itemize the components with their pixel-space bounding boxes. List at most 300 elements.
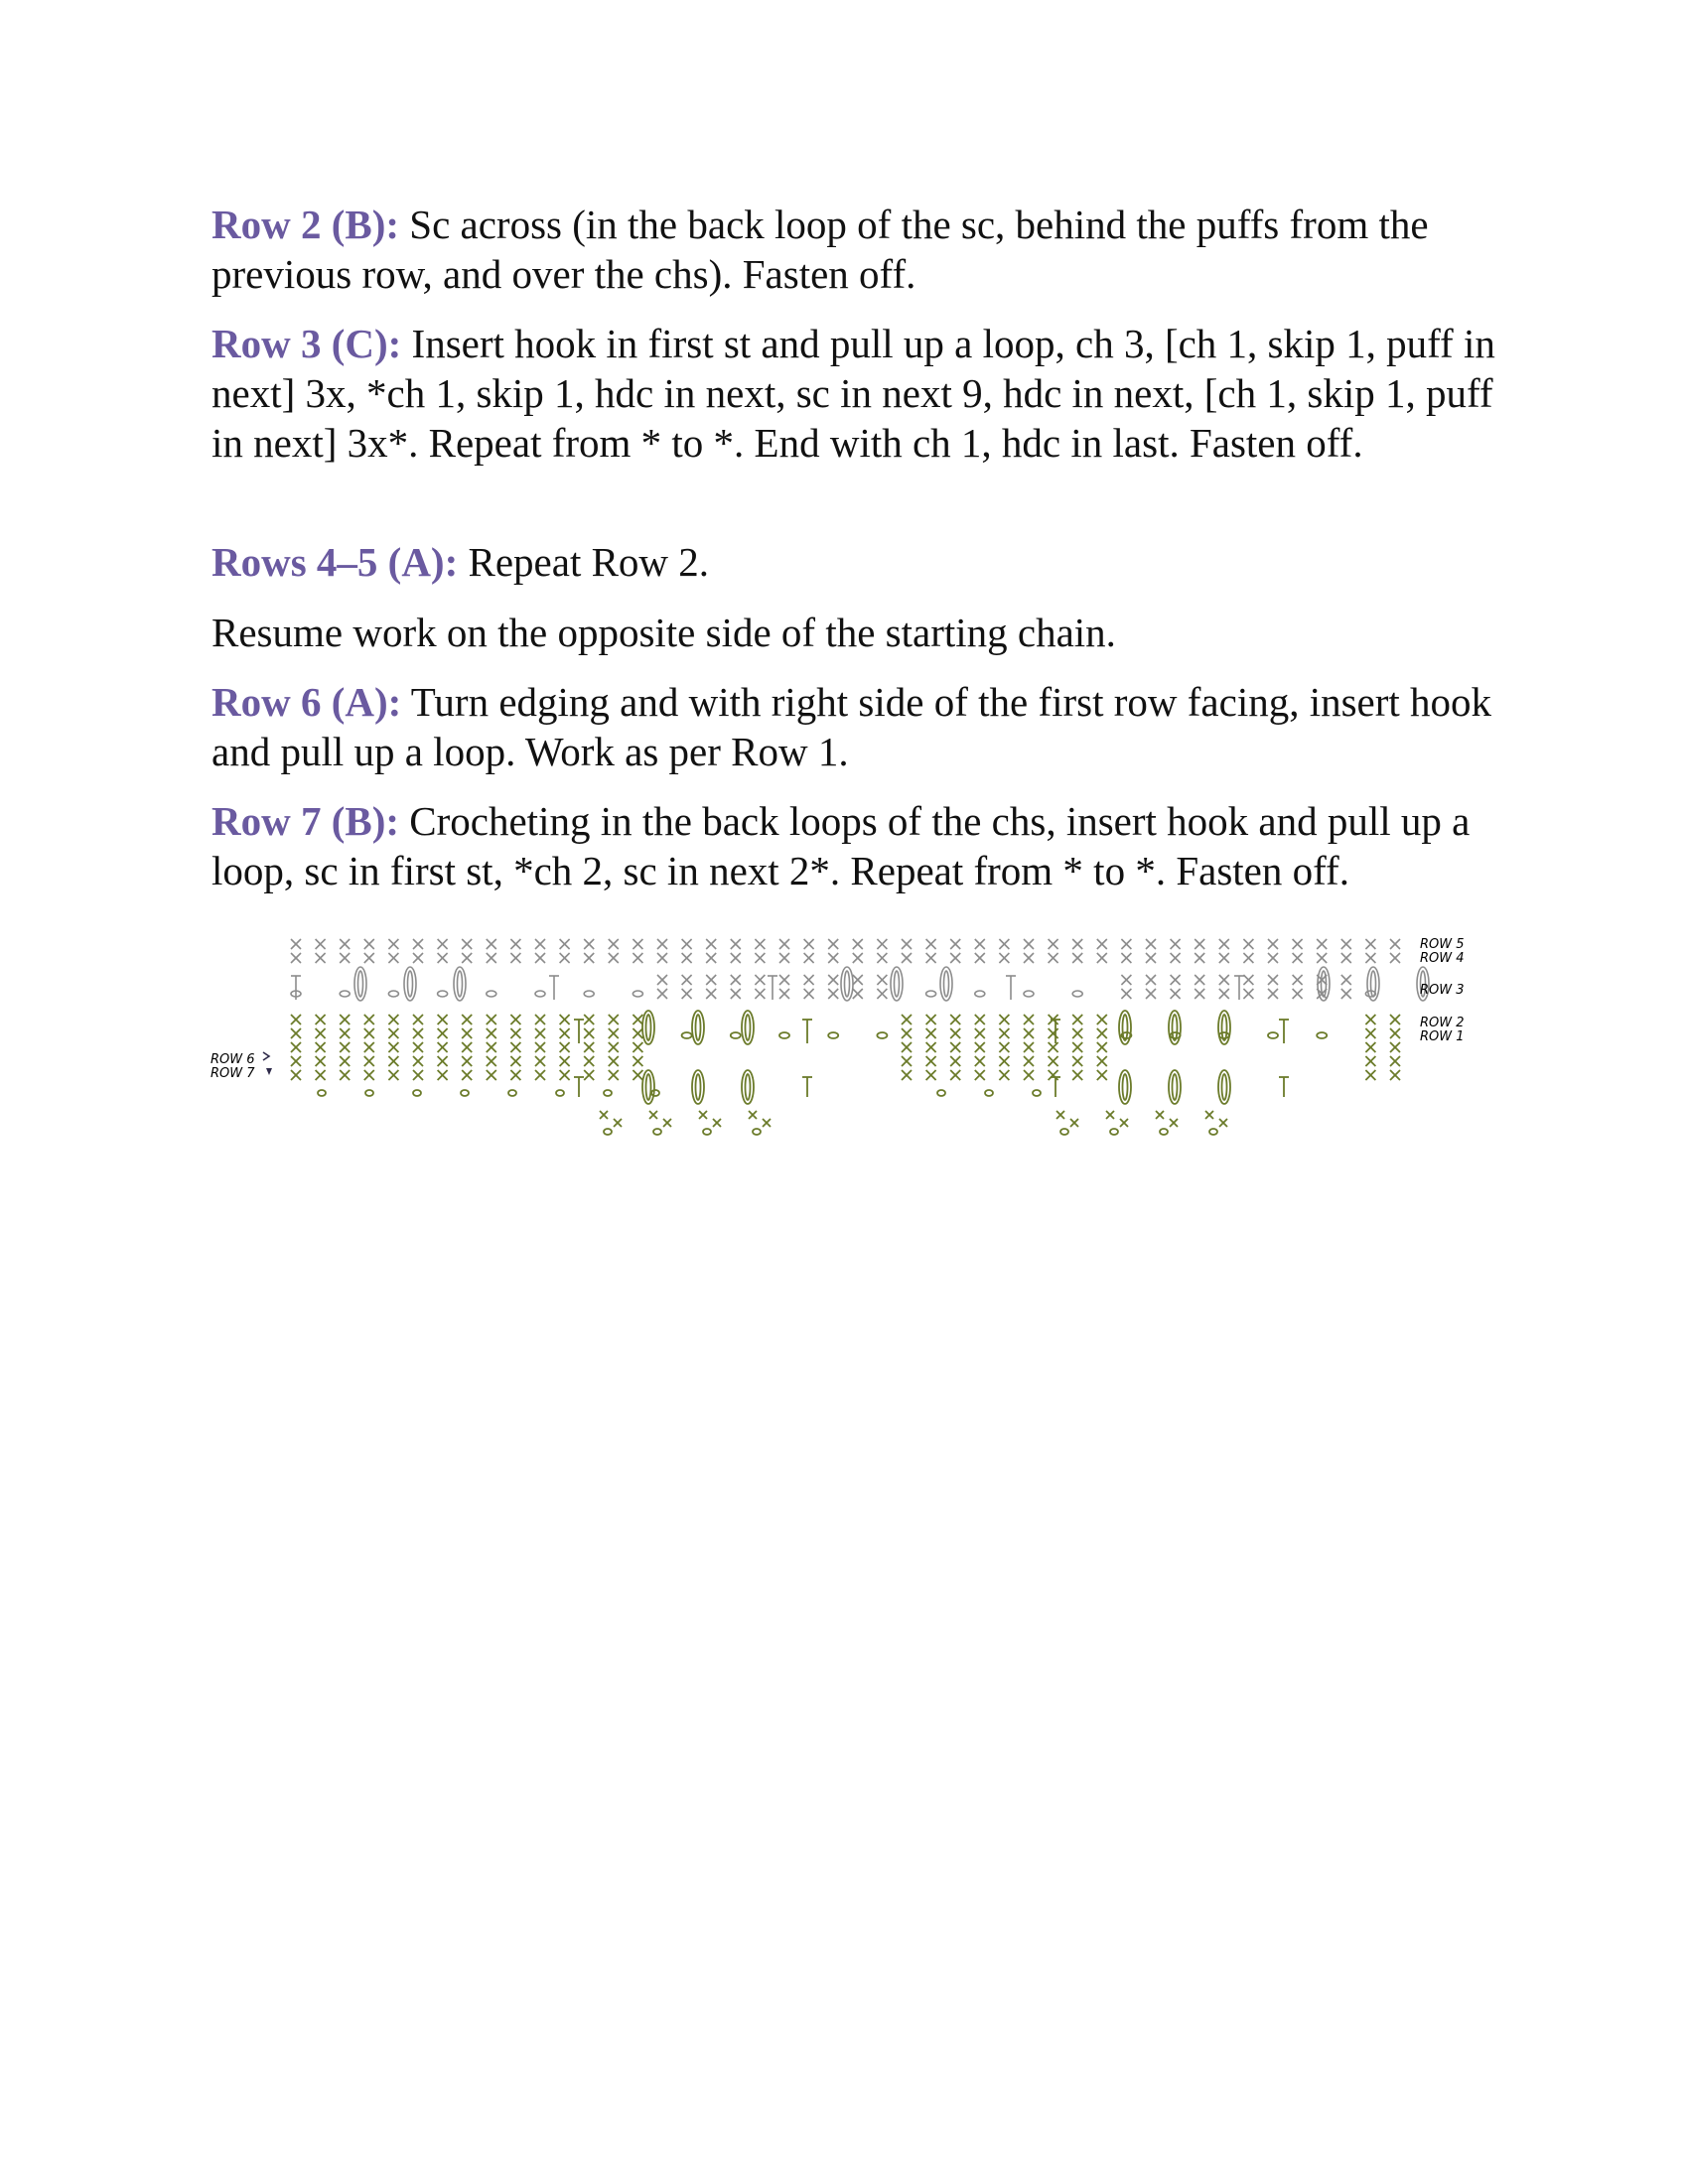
sc-stitch-icon	[1072, 1070, 1082, 1080]
sc-stitch-icon	[510, 939, 520, 949]
scallop-loop	[508, 1090, 516, 1096]
sc-stitch-icon	[1341, 953, 1351, 963]
chain-stitch-icon	[584, 991, 594, 997]
sc-stitch-icon	[706, 939, 716, 949]
sc-stitch-icon	[413, 1042, 423, 1052]
sc-stitch-icon	[853, 953, 863, 963]
sc-stitch-icon	[560, 1028, 570, 1038]
sc-stitch-icon	[291, 939, 301, 949]
sc-stitch-icon	[1365, 1056, 1375, 1066]
sc-stitch-icon	[950, 1070, 960, 1080]
puff-inner	[696, 1015, 701, 1040]
sc-stitch-icon	[755, 953, 765, 963]
sc-stitch-icon	[560, 1070, 570, 1080]
rows-4-5-text: Repeat Row 2.	[458, 539, 710, 585]
sc-stitch-icon	[1171, 975, 1181, 985]
puff-stitch-icon	[891, 967, 903, 1001]
puff-inner	[1173, 1015, 1178, 1040]
puff-outline	[404, 967, 416, 1001]
sc-stitch-icon	[560, 939, 570, 949]
crochet-stitch-diagram	[207, 928, 1487, 1142]
sc-stitch-icon	[510, 1028, 520, 1038]
chain-stitch-icon	[340, 991, 350, 997]
paragraph-row-2	[211, 200, 1502, 299]
sc-stitch-icon	[388, 1015, 398, 1024]
sc-stitch-icon	[388, 939, 398, 949]
sc-stitch-icon	[975, 1028, 985, 1038]
paragraph-row-3	[211, 319, 1502, 468]
sc-stitch-icon	[950, 1056, 960, 1066]
sc-stitch-icon	[413, 1056, 423, 1066]
sc-stitch-icon	[487, 953, 496, 963]
sc-stitch-icon	[1024, 1028, 1034, 1038]
sc-stitch-icon	[1049, 1028, 1058, 1038]
sc-stitch-icon	[1024, 1056, 1034, 1066]
sc-stitch-icon	[975, 939, 985, 949]
sc-stitch-icon	[1072, 1042, 1082, 1052]
sc-stitch-icon	[633, 1070, 642, 1080]
sc-stitch-icon	[584, 939, 594, 949]
hdc-stitch-icon	[549, 976, 559, 1000]
puff-outline	[354, 967, 366, 1001]
sc-stitch-icon	[1072, 939, 1082, 949]
sc-stitch-icon	[1219, 975, 1229, 985]
scallop-icon	[318, 1090, 326, 1096]
row-2-text: Sc across (in the back loop of the sc, behind the puffs from the previous row, and over the chs). Fasten off.	[211, 202, 1429, 297]
sc-stitch-icon	[1293, 953, 1303, 963]
sc-stitch-icon	[763, 1119, 771, 1127]
sc-stitch-icon	[1243, 939, 1253, 949]
sc-stitch-icon	[706, 989, 716, 999]
sc-stitch-icon	[1243, 989, 1253, 999]
sc-stitch-icon	[609, 1070, 619, 1080]
sc-stitch-icon	[560, 953, 570, 963]
puff-outline	[841, 967, 853, 1001]
sc-stitch-icon	[510, 1042, 520, 1052]
sc-stitch-icon	[926, 1028, 936, 1038]
paragraph-resume	[211, 608, 1502, 657]
sc-stitch-icon	[1121, 953, 1131, 963]
sc-stitch-icon	[462, 939, 472, 949]
sc-stitch-icon	[633, 1042, 642, 1052]
sc-stitch-icon	[779, 989, 789, 999]
sc-stitch-icon	[1205, 1111, 1213, 1119]
puff-stitch-icon	[404, 967, 416, 1001]
row-7-label: Row 7 (B):	[211, 798, 400, 844]
scallop-loop	[937, 1090, 945, 1096]
sc-stitch-icon	[1219, 939, 1229, 949]
sc-stitch-icon	[1072, 1028, 1082, 1038]
sc-stitch-icon	[731, 939, 741, 949]
puff-outline	[742, 1070, 754, 1104]
row-3-label: ROW 3	[1420, 983, 1465, 998]
puff-stitch-icon	[692, 1011, 704, 1044]
sc-stitch-icon	[535, 953, 545, 963]
sc-stitch-icon	[609, 953, 619, 963]
sc-stitch-icon	[975, 1042, 985, 1052]
sc-stitch-icon	[1219, 953, 1229, 963]
puff-inner	[646, 1015, 651, 1040]
sc-stitch-icon	[438, 1015, 448, 1024]
sc-stitch-icon	[877, 953, 887, 963]
sc-stitch-icon	[1171, 953, 1181, 963]
sc-stitch-icon	[975, 1015, 985, 1024]
sc-stitch-icon	[713, 1119, 721, 1127]
row-7-text: Crocheting in the back loops of the chs, insert hook and pull up a loop, sc in first st, *ch 2, sc in next 2*. Repeat from * to *. Fasten off.	[211, 798, 1471, 893]
sc-stitch-icon	[926, 939, 936, 949]
sc-stitch-icon	[682, 975, 692, 985]
sc-stitch-icon	[291, 1056, 301, 1066]
sc-stitch-icon	[1056, 1111, 1064, 1119]
sc-stitch-icon	[1146, 939, 1156, 949]
sc-stitch-icon	[1146, 975, 1156, 985]
puff-stitch-icon	[642, 1070, 654, 1104]
scallop-chain-icon	[1060, 1129, 1068, 1135]
sc-stitch-icon	[1365, 1070, 1375, 1080]
sc-stitch-icon	[560, 1042, 570, 1052]
row-7-arrow-icon	[266, 1068, 272, 1075]
sc-stitch-icon	[1072, 953, 1082, 963]
sc-stitch-icon	[487, 1070, 496, 1080]
sc-stitch-icon	[364, 1042, 374, 1052]
sc-stitch-icon	[291, 1070, 301, 1080]
puff-inner	[408, 971, 413, 997]
puff-stitch-icon	[692, 1070, 704, 1104]
sc-stitch-icon	[926, 1042, 936, 1052]
sc-stitch-icon	[975, 1056, 985, 1066]
sc-stitch-icon	[1195, 953, 1204, 963]
sc-stitch-icon	[1195, 989, 1204, 999]
sc-stitch-icon	[902, 953, 912, 963]
scallop-chain-icon	[1110, 1129, 1118, 1135]
sc-stitch-icon	[1097, 953, 1107, 963]
sc-stitch-icon	[291, 1042, 301, 1052]
scallop-chain-icon	[604, 1129, 612, 1135]
puff-outline	[642, 1070, 654, 1104]
sc-stitch-icon	[413, 1015, 423, 1024]
sc-stitch-icon	[291, 1028, 301, 1038]
puff-stitch-icon	[1169, 1070, 1181, 1104]
sc-stitch-icon	[316, 1042, 326, 1052]
scallop-icon	[1033, 1090, 1041, 1096]
row-labels-left	[211, 1052, 272, 1081]
row-labels-right	[1420, 937, 1465, 1044]
puff-stitch-icon	[1218, 1011, 1230, 1044]
puff-inner	[1123, 1074, 1128, 1100]
puff-outline	[1119, 1070, 1131, 1104]
scallop-icon	[508, 1090, 516, 1096]
puff-inner	[1222, 1015, 1227, 1040]
sc-stitch-icon	[1195, 975, 1204, 985]
puff-stitch-icon	[354, 967, 366, 1001]
sc-stitch-icon	[902, 1056, 912, 1066]
puff-inner	[696, 1074, 701, 1100]
sc-stitch-icon	[462, 1028, 472, 1038]
puff-inner	[1123, 1015, 1128, 1040]
sc-stitch-icon	[388, 953, 398, 963]
scallop-icon	[604, 1090, 612, 1096]
sc-stitch-icon	[1049, 1056, 1058, 1066]
sc-stitch-icon	[316, 939, 326, 949]
puff-stitch-icon	[1169, 1011, 1181, 1044]
puff-outline	[1218, 1070, 1230, 1104]
puff-inner	[845, 971, 850, 997]
green-stitch-symbols	[291, 1011, 1400, 1135]
scallop-icon	[985, 1090, 993, 1096]
sc-stitch-icon	[1121, 989, 1131, 999]
sc-stitch-icon	[926, 1056, 936, 1066]
row-5-label: ROW 5	[1420, 937, 1465, 952]
sc-stitch-icon	[1146, 953, 1156, 963]
sc-stitch-icon	[975, 1070, 985, 1080]
sc-stitch-icon	[609, 1056, 619, 1066]
scallop-icon	[651, 1090, 659, 1096]
puff-inner	[895, 971, 900, 997]
sc-stitch-icon	[1268, 939, 1278, 949]
chain-stitch-icon	[1219, 1032, 1229, 1038]
chain-stitch-icon	[682, 1032, 692, 1038]
sc-stitch-icon	[902, 1070, 912, 1080]
sc-stitch-icon	[291, 953, 301, 963]
sc-stitch-icon	[853, 989, 863, 999]
hdc-stitch-icon	[574, 1020, 584, 1043]
sc-stitch-icon	[902, 1028, 912, 1038]
sc-stitch-icon	[999, 1070, 1009, 1080]
sc-stitch-icon	[413, 939, 423, 949]
sc-stitch-icon	[1219, 989, 1229, 999]
sc-stitch-icon	[510, 1070, 520, 1080]
scallop-icon	[413, 1090, 421, 1096]
sc-stitch-icon	[682, 989, 692, 999]
sc-stitch-icon	[1171, 939, 1181, 949]
sc-stitch-icon	[462, 953, 472, 963]
sc-stitch-icon	[926, 953, 936, 963]
sc-stitch-icon	[340, 1070, 350, 1080]
sc-stitch-icon	[1365, 939, 1375, 949]
sc-stitch-icon	[438, 1028, 448, 1038]
sc-stitch-icon	[902, 1042, 912, 1052]
sc-stitch-icon	[950, 1028, 960, 1038]
sc-stitch-icon	[1024, 939, 1034, 949]
sc-stitch-icon	[755, 939, 765, 949]
sc-stitch-icon	[657, 975, 667, 985]
sc-stitch-icon	[462, 1056, 472, 1066]
sc-stitch-icon	[462, 1070, 472, 1080]
hdc-stitch-icon	[1051, 1077, 1060, 1097]
sc-stitch-icon	[1390, 1042, 1400, 1052]
sc-stitch-icon	[1390, 953, 1400, 963]
sc-stitch-icon	[999, 939, 1009, 949]
sc-stitch-icon	[584, 1070, 594, 1080]
sc-stitch-icon	[487, 1015, 496, 1024]
sc-stitch-icon	[731, 989, 741, 999]
chain-stitch-icon	[1268, 1032, 1278, 1038]
sc-stitch-icon	[413, 953, 423, 963]
sc-stitch-icon	[779, 975, 789, 985]
row-6-text: Turn edging and with right side of the first row facing, insert hook and pull up a loop. Work as per Row 1.	[211, 679, 1492, 774]
sc-stitch-icon	[1070, 1119, 1078, 1127]
sc-stitch-icon	[340, 1028, 350, 1038]
puff-inner	[458, 971, 463, 997]
scallop-loop	[365, 1090, 373, 1096]
sc-stitch-icon	[364, 1056, 374, 1066]
sc-stitch-icon	[828, 953, 838, 963]
scallop-loop	[556, 1090, 564, 1096]
chain-stitch-icon	[633, 991, 642, 997]
sc-stitch-icon	[1243, 953, 1253, 963]
sc-stitch-icon	[999, 1056, 1009, 1066]
sc-stitch-icon	[1317, 939, 1327, 949]
sc-stitch-icon	[535, 1028, 545, 1038]
puff-inner	[646, 1074, 651, 1100]
puff-outline	[692, 1011, 704, 1044]
sc-stitch-icon	[633, 1015, 642, 1024]
puff-inner	[746, 1074, 751, 1100]
sc-stitch-icon	[1049, 953, 1058, 963]
row-2-label: ROW 2	[1420, 1016, 1465, 1030]
sc-stitch-icon	[1268, 989, 1278, 999]
puff-stitch-icon	[742, 1011, 754, 1044]
sc-stitch-icon	[682, 953, 692, 963]
sc-stitch-icon	[584, 1015, 594, 1024]
hdc-stitch-icon	[1279, 1020, 1289, 1043]
puff-stitch-icon	[841, 967, 853, 1001]
puff-outline	[891, 967, 903, 1001]
sc-stitch-icon	[1268, 975, 1278, 985]
sc-stitch-icon	[316, 1028, 326, 1038]
sc-stitch-icon	[1097, 1028, 1107, 1038]
sc-stitch-icon	[1365, 1042, 1375, 1052]
scallop-chain-icon	[1160, 1129, 1168, 1135]
puff-inner	[944, 971, 949, 997]
paragraph-row-6	[211, 677, 1502, 776]
sc-stitch-icon	[853, 975, 863, 985]
sc-stitch-icon	[999, 1015, 1009, 1024]
sc-stitch-icon	[1293, 939, 1303, 949]
sc-stitch-icon	[1121, 939, 1131, 949]
sc-stitch-icon	[877, 975, 887, 985]
puff-stitch-icon	[1119, 1070, 1131, 1104]
puff-inner	[358, 971, 363, 997]
sc-stitch-icon	[340, 953, 350, 963]
sc-stitch-icon	[560, 1015, 570, 1024]
sc-stitch-icon	[510, 1056, 520, 1066]
sc-stitch-icon	[462, 1042, 472, 1052]
sc-stitch-icon	[657, 989, 667, 999]
scallop-loop	[604, 1090, 612, 1096]
sc-stitch-icon	[364, 939, 374, 949]
chain-stitch-icon	[779, 1032, 789, 1038]
sc-stitch-icon	[804, 975, 814, 985]
sc-stitch-icon	[633, 939, 642, 949]
hdc-stitch-icon	[1279, 1077, 1289, 1097]
sc-stitch-icon	[1106, 1111, 1114, 1119]
rows-4-5-label: Rows 4–5 (A):	[211, 539, 459, 585]
sc-stitch-icon	[438, 1056, 448, 1066]
sc-stitch-icon	[1171, 989, 1181, 999]
sc-stitch-icon	[364, 1015, 374, 1024]
scallop-chain-icon	[753, 1129, 761, 1135]
sc-stitch-icon	[1049, 1042, 1058, 1052]
chain-stitch-icon	[438, 991, 448, 997]
sc-stitch-icon	[926, 1015, 936, 1024]
puff-outline	[1119, 1011, 1131, 1044]
sc-stitch-icon	[487, 1042, 496, 1052]
sc-stitch-icon	[999, 1028, 1009, 1038]
sc-stitch-icon	[877, 989, 887, 999]
sc-stitch-icon	[1146, 989, 1156, 999]
puff-stitch-icon	[1119, 1011, 1131, 1044]
row-7-label: ROW 7	[211, 1066, 255, 1081]
sc-stitch-icon	[1390, 939, 1400, 949]
chain-stitch-icon	[975, 991, 985, 997]
sc-stitch-icon	[388, 1070, 398, 1080]
sc-stitch-icon	[706, 953, 716, 963]
puff-inner	[1222, 1074, 1227, 1100]
chain-stitch-icon	[1024, 991, 1034, 997]
hdc-stitch-icon	[802, 1020, 812, 1043]
sc-stitch-icon	[340, 939, 350, 949]
sc-stitch-icon	[438, 939, 448, 949]
sc-stitch-icon	[633, 953, 642, 963]
sc-stitch-icon	[609, 1028, 619, 1038]
sc-stitch-icon	[413, 1028, 423, 1038]
puff-stitch-icon	[1218, 1070, 1230, 1104]
sc-stitch-icon	[1120, 1119, 1128, 1127]
sc-stitch-icon	[649, 1111, 657, 1119]
scallop-icon	[556, 1090, 564, 1096]
scallop-icon	[461, 1090, 469, 1096]
paragraph-row-7	[211, 796, 1502, 895]
chain-stitch-icon	[535, 991, 545, 997]
sc-stitch-icon	[755, 975, 765, 985]
sc-stitch-icon	[584, 1028, 594, 1038]
sc-stitch-icon	[706, 975, 716, 985]
sc-stitch-icon	[1390, 1015, 1400, 1024]
sc-stitch-icon	[1195, 939, 1204, 949]
sc-stitch-icon	[364, 1070, 374, 1080]
sc-stitch-icon	[779, 939, 789, 949]
sc-stitch-icon	[633, 1056, 642, 1066]
puff-outline	[1169, 1011, 1181, 1044]
sc-stitch-icon	[950, 939, 960, 949]
row-4-label: ROW 4	[1420, 951, 1465, 966]
row-1-label: ROW 1	[1420, 1029, 1465, 1044]
sc-stitch-icon	[1097, 1015, 1107, 1024]
sc-stitch-icon	[1365, 1015, 1375, 1024]
sc-stitch-icon	[731, 975, 741, 985]
sc-stitch-icon	[1170, 1119, 1178, 1127]
sc-stitch-icon	[1097, 1070, 1107, 1080]
sc-stitch-icon	[487, 1028, 496, 1038]
sc-stitch-icon	[560, 1056, 570, 1066]
sc-stitch-icon	[316, 953, 326, 963]
sc-stitch-icon	[1156, 1111, 1164, 1119]
sc-stitch-icon	[438, 1042, 448, 1052]
sc-stitch-icon	[1219, 1119, 1227, 1127]
scallop-loop	[985, 1090, 993, 1096]
puff-outline	[642, 1011, 654, 1044]
hdc-stitch-icon	[1006, 976, 1016, 1000]
sc-stitch-icon	[828, 939, 838, 949]
chain-stitch-icon	[828, 1032, 838, 1038]
sc-stitch-icon	[682, 939, 692, 949]
sc-stitch-icon	[731, 953, 741, 963]
sc-stitch-icon	[804, 953, 814, 963]
paragraph-rows-4-5	[211, 537, 1502, 587]
sc-stitch-icon	[584, 1042, 594, 1052]
sc-stitch-icon	[1268, 953, 1278, 963]
